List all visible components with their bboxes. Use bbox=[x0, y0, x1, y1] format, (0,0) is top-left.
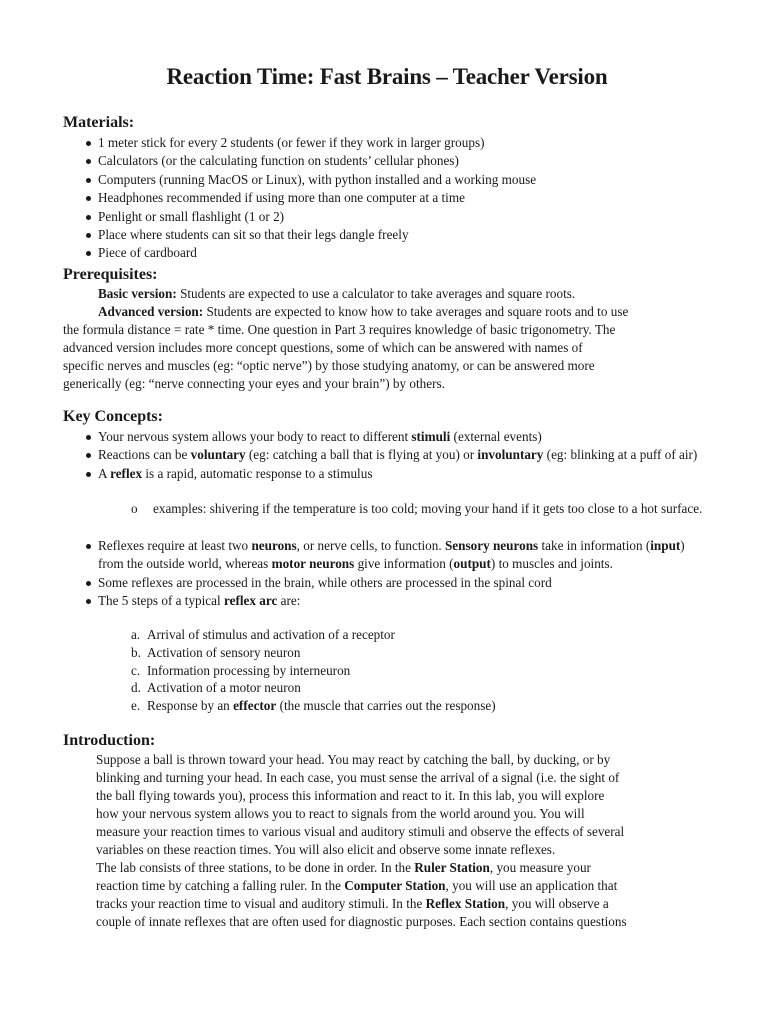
list-item: Place where students can sit so that their legs dangle freely bbox=[85, 226, 705, 244]
list-item: Headphones recommended if using more than one computer at a time bbox=[85, 189, 705, 207]
list-item: Some reflexes are processed in the brain, while others are processed in the spinal cord bbox=[85, 574, 705, 592]
list-item: Reflexes require at least two neurons, or nerve cells, to function. Sensory neurons take in information (input) from the outside world, whereas motor neurons give information (output) to muscles and joints. bbox=[85, 537, 705, 574]
materials-list bbox=[85, 134, 705, 263]
key-concepts-list-continued bbox=[85, 537, 705, 611]
list-item: a. Arrival of stimulus and activation of a receptor bbox=[131, 627, 395, 642]
basic-version-label: Basic version: bbox=[98, 286, 177, 301]
advanced-version-line: generically (eg: “nerve connecting your eyes and your brain”) by others. bbox=[63, 376, 445, 391]
prerequisites-heading: Prerequisites: bbox=[63, 266, 158, 283]
key-concepts-heading: Key Concepts: bbox=[63, 408, 163, 425]
list-item: Piece of cardboard bbox=[85, 244, 705, 262]
list-item: b. Activation of sensory neuron bbox=[131, 644, 301, 660]
list-item: e. Response by an effector (the muscle that carries out the response) bbox=[131, 698, 496, 714]
advanced-version-line: Advanced version: Students are expected to know how to take averages and square roots and to use bbox=[98, 304, 629, 319]
advanced-version-line: specific nerves and muscles (eg: “optic nerve”) by those studying anatomy, or can be answered more bbox=[63, 358, 595, 373]
list-item: c. Information processing by interneuron bbox=[131, 662, 351, 678]
document-title: Reaction Time: Fast Brains – Teacher Version bbox=[166, 64, 608, 89]
materials-heading: Materials: bbox=[63, 114, 135, 131]
list-item: A reflex is a rapid, automatic response to a stimulus bbox=[85, 465, 705, 483]
advanced-version-line: advanced version includes more concept questions, some of which can be answered with names of bbox=[63, 340, 583, 355]
advanced-version-line: the formula distance = rate * time. One question in Part 3 requires knowledge of basic trigonometry. The bbox=[63, 322, 616, 337]
introduction-paragraph: Suppose a ball is thrown toward your head. You may react by catching the ball, by ducking, or by blinking and turning your head. In each case, you must sense the arrival of a signal (i.e. the sight of the ball flying towards you), process this information and react to it. In this lab, you will explore how your nervous system allows you to react to signals from the world around you. You will measure your reaction times to various visual and auditory stimuli and observe the effects of several variables on these reaction times. You will also elicit and observe some innate reflexes. The lab consists of three stations, to be done in order. In the Ruler Station, you measure your reaction time by catching a falling ruler. In the Computer Station, you will use an application that tracks your reaction time to visual and auditory stimuli. In the Reflex Station, you will observe a couple of innate reflexes that are often used for diagnostic purposes. Each section contains questions bbox=[96, 752, 627, 929]
list-item: The 5 steps of a typical reflex arc are: bbox=[85, 592, 705, 610]
key-concepts-list bbox=[85, 428, 705, 483]
list-item: 1 meter stick for every 2 students (or fewer if they work in larger groups) bbox=[85, 134, 705, 152]
reflex-examples bbox=[131, 500, 711, 536]
basic-version-text: Basic version: Students are expected to use a calculator to take averages and square roots. bbox=[98, 286, 576, 301]
advanced-version-label: Advanced version: bbox=[98, 304, 204, 319]
list-item: Computers (running MacOS or Linux), with python installed and a working mouse bbox=[85, 171, 705, 189]
reflex-examples-text: examples: shivering if the temperature is too cold; moving your hand if it gets too close to a hot surface. bbox=[153, 501, 703, 516]
sub-bullet-marker: o bbox=[131, 501, 138, 516]
reflex-arc-steps bbox=[131, 626, 496, 715]
list-item: d. Activation of a motor neuron bbox=[131, 680, 301, 696]
introduction-heading: Introduction: bbox=[63, 732, 156, 749]
list-item: Penlight or small flashlight (1 or 2) bbox=[85, 208, 705, 226]
list-item: Calculators (or the calculating function on students’ cellular phones) bbox=[85, 152, 705, 170]
list-item: Reactions can be voluntary (eg: catching a ball that is flying at you) or involuntary (eg: blinking at a puff of air) bbox=[85, 446, 698, 464]
list-item: Your nervous system allows your body to react to different stimuli (external events) bbox=[85, 428, 705, 446]
